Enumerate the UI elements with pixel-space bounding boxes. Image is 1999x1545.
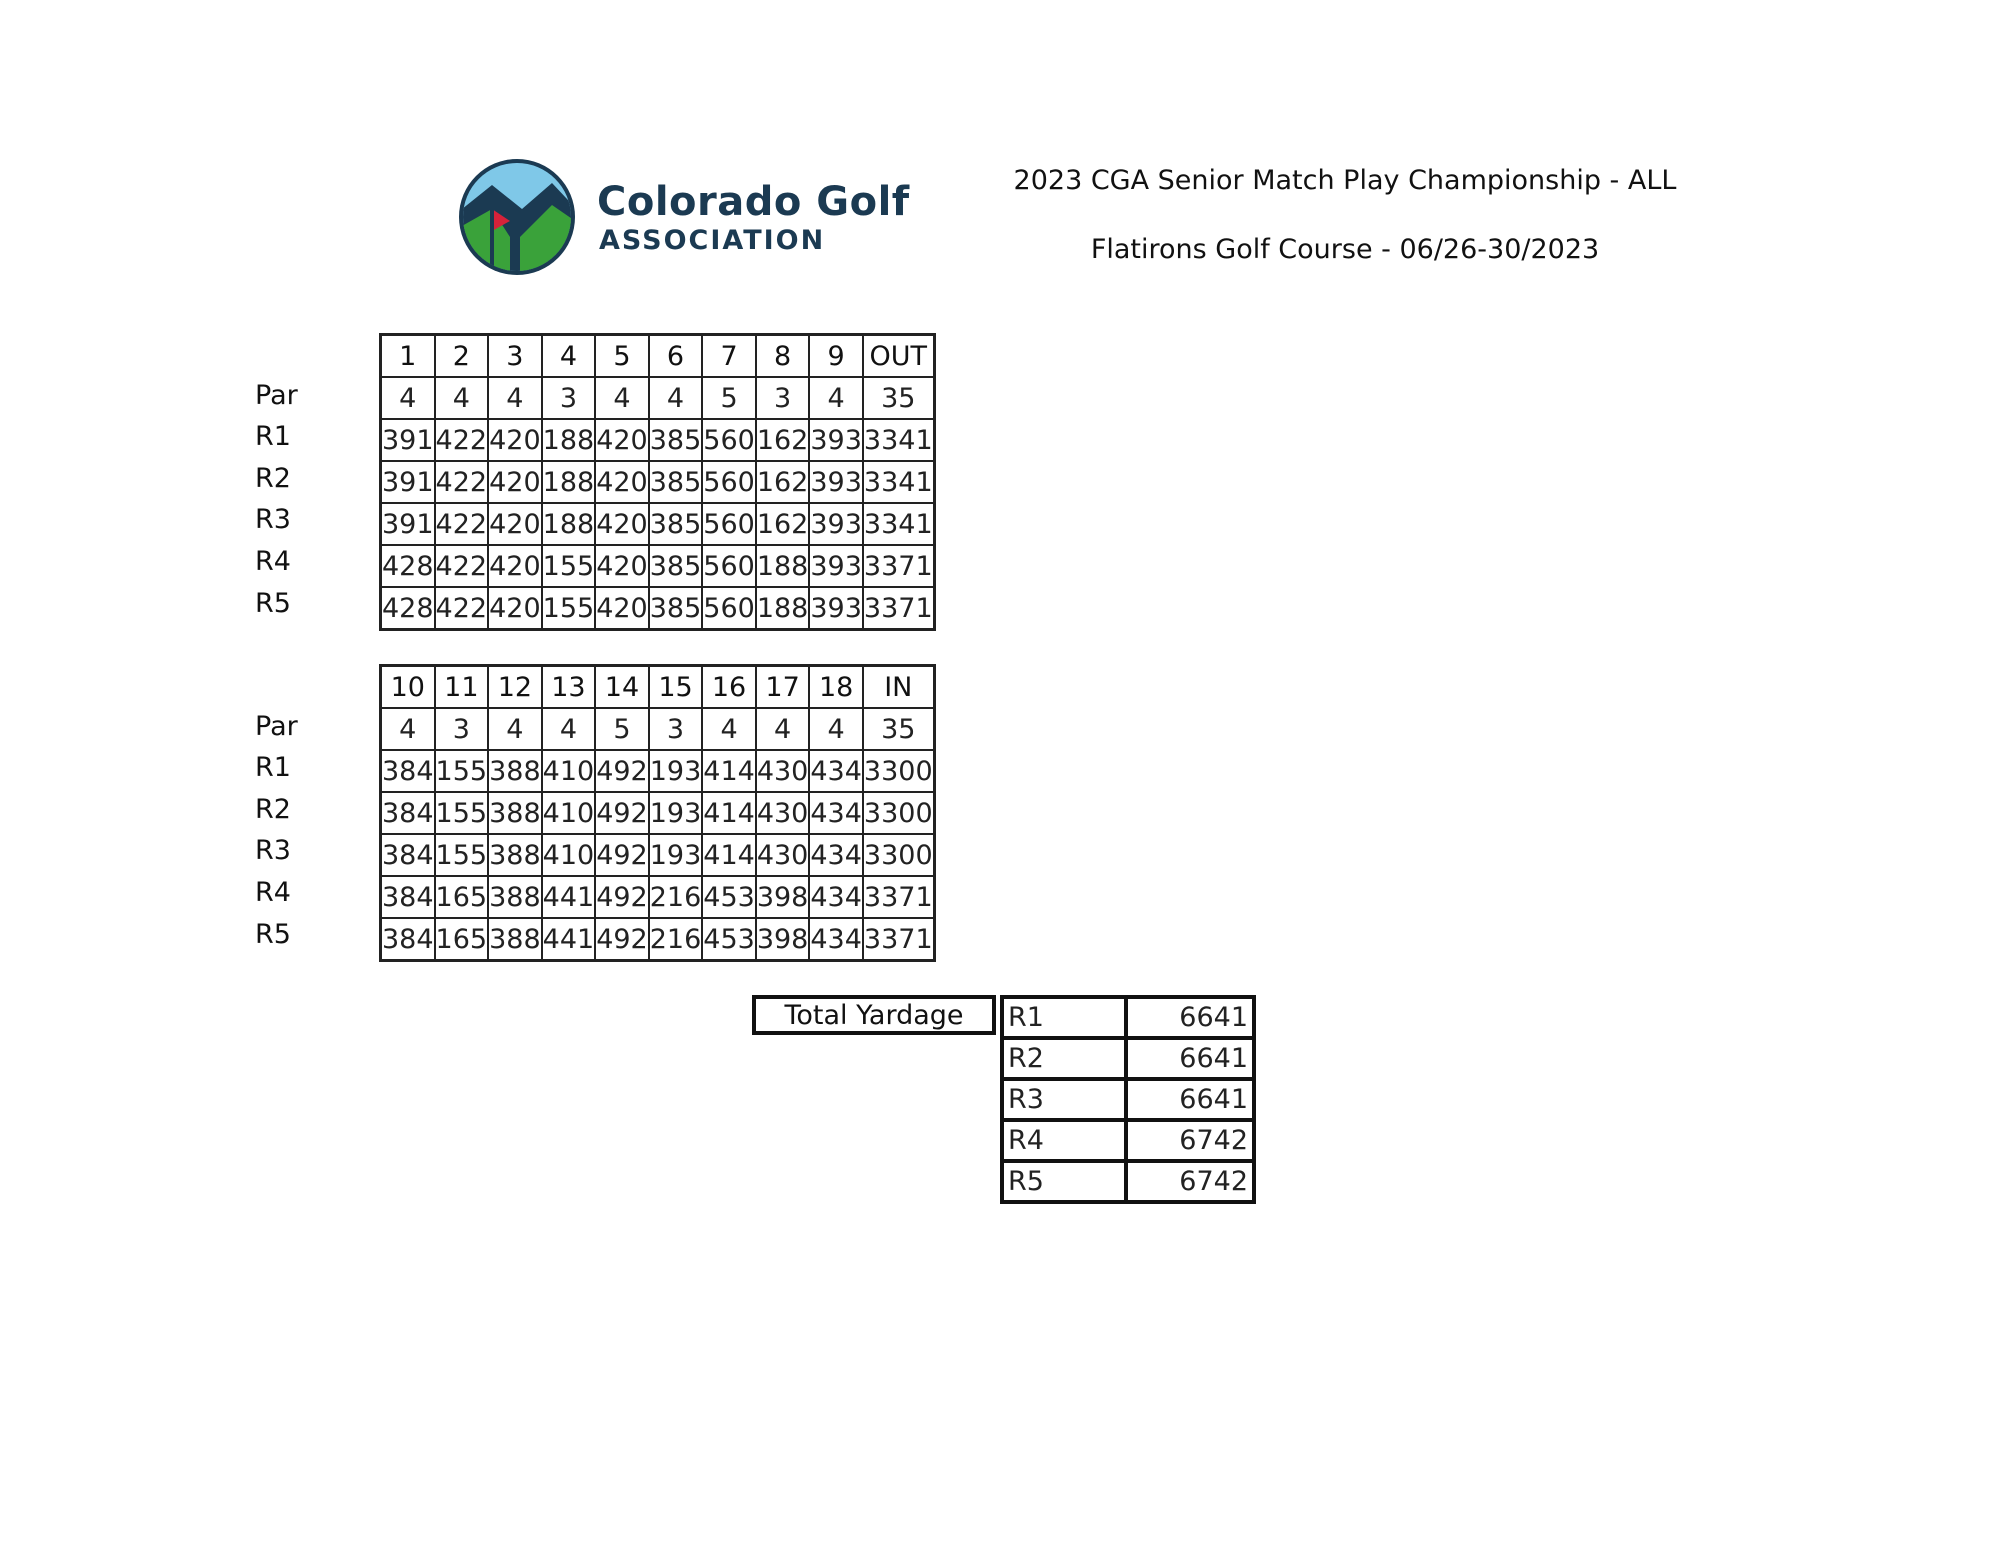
row-label-r5: R5 xyxy=(255,587,291,619)
table-row xyxy=(381,792,935,834)
par-cell: 3 xyxy=(649,708,703,750)
total-value-cell: 6742 xyxy=(1126,1161,1254,1202)
yardage-cell: 398 xyxy=(756,918,810,961)
yardage-cell: 420 xyxy=(595,461,649,503)
yardage-cell: 430 xyxy=(756,750,810,792)
yardage-cell: 410 xyxy=(542,834,596,876)
hole-cell: 8 xyxy=(756,335,810,378)
yardage-cell: 420 xyxy=(595,419,649,461)
yardage-cell: 453 xyxy=(702,918,756,961)
hole-cell: 2 xyxy=(435,335,489,378)
back-nine-row-labels xyxy=(255,664,375,955)
table-row xyxy=(1002,1079,1254,1120)
yardage-cell: 385 xyxy=(649,545,703,587)
yardage-total-cell: 3300 xyxy=(863,834,934,876)
table-row xyxy=(381,461,935,503)
yardage-cell: 385 xyxy=(649,461,703,503)
yardage-cell: 193 xyxy=(649,750,703,792)
par-cell: 4 xyxy=(756,708,810,750)
yardage-cell: 420 xyxy=(488,545,542,587)
par-cell: 4 xyxy=(488,708,542,750)
yardage-cell: 441 xyxy=(542,918,596,961)
hole-cell: 7 xyxy=(702,335,756,378)
yardage-cell: 385 xyxy=(649,587,703,630)
row-label-par: Par xyxy=(255,710,298,742)
hole-number-row xyxy=(381,666,935,709)
yardage-cell: 391 xyxy=(381,461,435,503)
row-label-r3: R3 xyxy=(255,504,291,536)
yardage-cell: 414 xyxy=(702,834,756,876)
yardage-total-cell: 3371 xyxy=(863,545,934,587)
round-cell: R5 xyxy=(1002,1161,1126,1202)
yardage-cell: 162 xyxy=(756,419,810,461)
table-row xyxy=(381,419,935,461)
hole-cell: 15 xyxy=(649,666,703,709)
par-total-cell: 35 xyxy=(863,708,934,750)
yardage-cell: 428 xyxy=(381,587,435,630)
yardage-cell: 492 xyxy=(595,750,649,792)
yardage-cell: 388 xyxy=(488,792,542,834)
par-cell: 4 xyxy=(649,377,703,419)
logo-subwordmark: ASSOCIATION xyxy=(599,225,826,256)
table-row xyxy=(1002,1038,1254,1079)
yardage-cell: 420 xyxy=(595,503,649,545)
row-label-r4: R4 xyxy=(255,545,291,577)
yardage-cell: 388 xyxy=(488,876,542,918)
par-cell: 4 xyxy=(488,377,542,419)
yardage-cell: 388 xyxy=(488,834,542,876)
hole-cell: 13 xyxy=(542,666,596,709)
yardage-cell: 453 xyxy=(702,876,756,918)
yardage-cell: 162 xyxy=(756,503,810,545)
yardage-cell: 434 xyxy=(809,750,863,792)
total-value-cell: 6641 xyxy=(1126,1079,1254,1120)
hole-cell: 11 xyxy=(435,666,489,709)
yardage-cell: 188 xyxy=(542,461,596,503)
yardage-cell: 388 xyxy=(488,750,542,792)
yardage-cell: 388 xyxy=(488,918,542,961)
row-label-r4: R4 xyxy=(255,876,291,908)
par-cell: 4 xyxy=(702,708,756,750)
table-row xyxy=(1002,997,1254,1038)
hole-cell: 4 xyxy=(542,335,596,378)
par-cell: 4 xyxy=(542,708,596,750)
table-row xyxy=(381,545,935,587)
yardage-cell: 420 xyxy=(595,545,649,587)
yardage-cell: 393 xyxy=(809,587,863,630)
yardage-cell: 410 xyxy=(542,750,596,792)
row-label-r1: R1 xyxy=(255,752,291,784)
yardage-cell: 188 xyxy=(756,587,810,630)
yardage-cell: 492 xyxy=(595,834,649,876)
yardage-cell: 420 xyxy=(488,419,542,461)
par-total-cell: 35 xyxy=(863,377,934,419)
hole-cell: 5 xyxy=(595,335,649,378)
event-subtitle: Flatirons Golf Course - 06/26-30/2023 xyxy=(1090,234,1600,265)
total-value-cell: 6641 xyxy=(1126,997,1254,1038)
hole-cell: 14 xyxy=(595,666,649,709)
yardage-cell: 560 xyxy=(702,545,756,587)
yardage-total-cell: 3300 xyxy=(863,750,934,792)
yardage-cell: 393 xyxy=(809,419,863,461)
yardage-cell: 165 xyxy=(435,918,489,961)
round-cell: R2 xyxy=(1002,1038,1126,1079)
par-row xyxy=(381,377,935,419)
yardage-cell: 560 xyxy=(702,503,756,545)
yardage-cell: 155 xyxy=(435,750,489,792)
yardage-cell: 193 xyxy=(649,834,703,876)
table-row xyxy=(1002,1161,1254,1202)
hole-cell: 1 xyxy=(381,335,435,378)
par-cell: 4 xyxy=(435,377,489,419)
yardage-cell: 385 xyxy=(649,503,703,545)
yardage-cell: 193 xyxy=(649,792,703,834)
par-cell: 3 xyxy=(756,377,810,419)
par-cell: 5 xyxy=(702,377,756,419)
yardage-cell: 560 xyxy=(702,461,756,503)
yardage-cell: 420 xyxy=(488,503,542,545)
yardage-cell: 391 xyxy=(381,503,435,545)
yardage-cell: 441 xyxy=(542,876,596,918)
yardage-cell: 434 xyxy=(809,876,863,918)
yardage-cell: 398 xyxy=(756,876,810,918)
yardage-cell: 434 xyxy=(809,834,863,876)
yardage-total-cell: 3371 xyxy=(863,876,934,918)
in-header-cell: IN xyxy=(863,666,934,709)
par-cell: 3 xyxy=(542,377,596,419)
total-value-cell: 6641 xyxy=(1126,1038,1254,1079)
row-label-r3: R3 xyxy=(255,835,291,867)
yardage-cell: 155 xyxy=(435,834,489,876)
hole-number-row xyxy=(381,335,935,378)
yardage-cell: 422 xyxy=(435,461,489,503)
logo-wordmark: Colorado Golf xyxy=(597,179,910,225)
round-cell: R4 xyxy=(1002,1120,1126,1161)
cga-logo xyxy=(452,157,952,277)
hole-cell: 16 xyxy=(702,666,756,709)
yardage-cell: 155 xyxy=(435,792,489,834)
back-nine-table xyxy=(379,664,936,962)
table-row xyxy=(1002,1120,1254,1161)
yardage-cell: 188 xyxy=(542,419,596,461)
yardage-cell: 410 xyxy=(542,792,596,834)
yardage-cell: 422 xyxy=(435,545,489,587)
yardage-cell: 393 xyxy=(809,461,863,503)
table-row xyxy=(381,750,935,792)
yardage-total-cell: 3341 xyxy=(863,461,934,503)
par-row xyxy=(381,708,935,750)
par-cell: 5 xyxy=(595,708,649,750)
yardage-cell: 414 xyxy=(702,750,756,792)
yardage-cell: 393 xyxy=(809,503,863,545)
hole-cell: 18 xyxy=(809,666,863,709)
yardage-cell: 384 xyxy=(381,750,435,792)
par-cell: 4 xyxy=(381,708,435,750)
table-row xyxy=(381,834,935,876)
row-label-par: Par xyxy=(255,379,298,411)
yardage-cell: 165 xyxy=(435,876,489,918)
par-cell: 4 xyxy=(809,377,863,419)
hole-cell: 6 xyxy=(649,335,703,378)
yardage-cell: 384 xyxy=(381,918,435,961)
total-value-cell: 6742 xyxy=(1126,1120,1254,1161)
row-label-r2: R2 xyxy=(255,462,291,494)
yardage-cell: 422 xyxy=(435,503,489,545)
row-label-r5: R5 xyxy=(255,918,291,950)
yardage-cell: 492 xyxy=(595,918,649,961)
yardage-cell: 492 xyxy=(595,876,649,918)
table-row xyxy=(381,503,935,545)
yardage-cell: 384 xyxy=(381,792,435,834)
par-cell: 4 xyxy=(809,708,863,750)
yardage-total-cell: 3341 xyxy=(863,503,934,545)
hole-cell: 9 xyxy=(809,335,863,378)
par-cell: 4 xyxy=(595,377,649,419)
table-row xyxy=(381,587,935,630)
round-cell: R3 xyxy=(1002,1079,1126,1120)
table-row xyxy=(381,876,935,918)
yardage-total-cell: 3371 xyxy=(863,918,934,961)
yardage-cell: 216 xyxy=(649,876,703,918)
yardage-cell: 492 xyxy=(595,792,649,834)
front-nine-row-labels xyxy=(255,333,375,624)
yardage-cell: 428 xyxy=(381,545,435,587)
out-header-cell: OUT xyxy=(863,335,934,378)
yardage-cell: 391 xyxy=(381,419,435,461)
yardage-cell: 560 xyxy=(702,587,756,630)
yardage-total-cell: 3371 xyxy=(863,587,934,630)
row-label-r2: R2 xyxy=(255,793,291,825)
par-cell: 4 xyxy=(381,377,435,419)
yardage-cell: 384 xyxy=(381,834,435,876)
yardage-cell: 434 xyxy=(809,918,863,961)
yardage-total-cell: 3341 xyxy=(863,419,934,461)
yardage-cell: 414 xyxy=(702,792,756,834)
yardage-cell: 155 xyxy=(542,587,596,630)
yardage-cell: 420 xyxy=(488,587,542,630)
par-cell: 3 xyxy=(435,708,489,750)
yardage-cell: 430 xyxy=(756,834,810,876)
yardage-cell: 188 xyxy=(756,545,810,587)
yardage-cell: 162 xyxy=(756,461,810,503)
total-yardage-table xyxy=(1000,995,1256,1204)
yardage-total-cell: 3300 xyxy=(863,792,934,834)
mountain-flag-icon xyxy=(452,157,582,277)
yardage-cell: 422 xyxy=(435,419,489,461)
table-row xyxy=(381,918,935,961)
row-label-r1: R1 xyxy=(255,421,291,453)
hole-cell: 17 xyxy=(756,666,810,709)
yardage-cell: 434 xyxy=(809,792,863,834)
yardage-cell: 393 xyxy=(809,545,863,587)
hole-cell: 10 xyxy=(381,666,435,709)
yardage-cell: 155 xyxy=(542,545,596,587)
yardage-cell: 188 xyxy=(542,503,596,545)
hole-cell: 12 xyxy=(488,666,542,709)
yardage-cell: 384 xyxy=(381,876,435,918)
front-nine-table xyxy=(379,333,936,631)
event-title: 2023 CGA Senior Match Play Championship - ALL xyxy=(1013,165,1677,196)
hole-cell: 3 xyxy=(488,335,542,378)
yardage-cell: 560 xyxy=(702,419,756,461)
yardage-cell: 216 xyxy=(649,918,703,961)
round-cell: R1 xyxy=(1002,997,1126,1038)
yardage-cell: 385 xyxy=(649,419,703,461)
yardage-cell: 420 xyxy=(595,587,649,630)
yardage-cell: 430 xyxy=(756,792,810,834)
yardage-cell: 422 xyxy=(435,587,489,630)
yardage-cell: 420 xyxy=(488,461,542,503)
total-yardage-label: Total Yardage xyxy=(752,995,996,1035)
